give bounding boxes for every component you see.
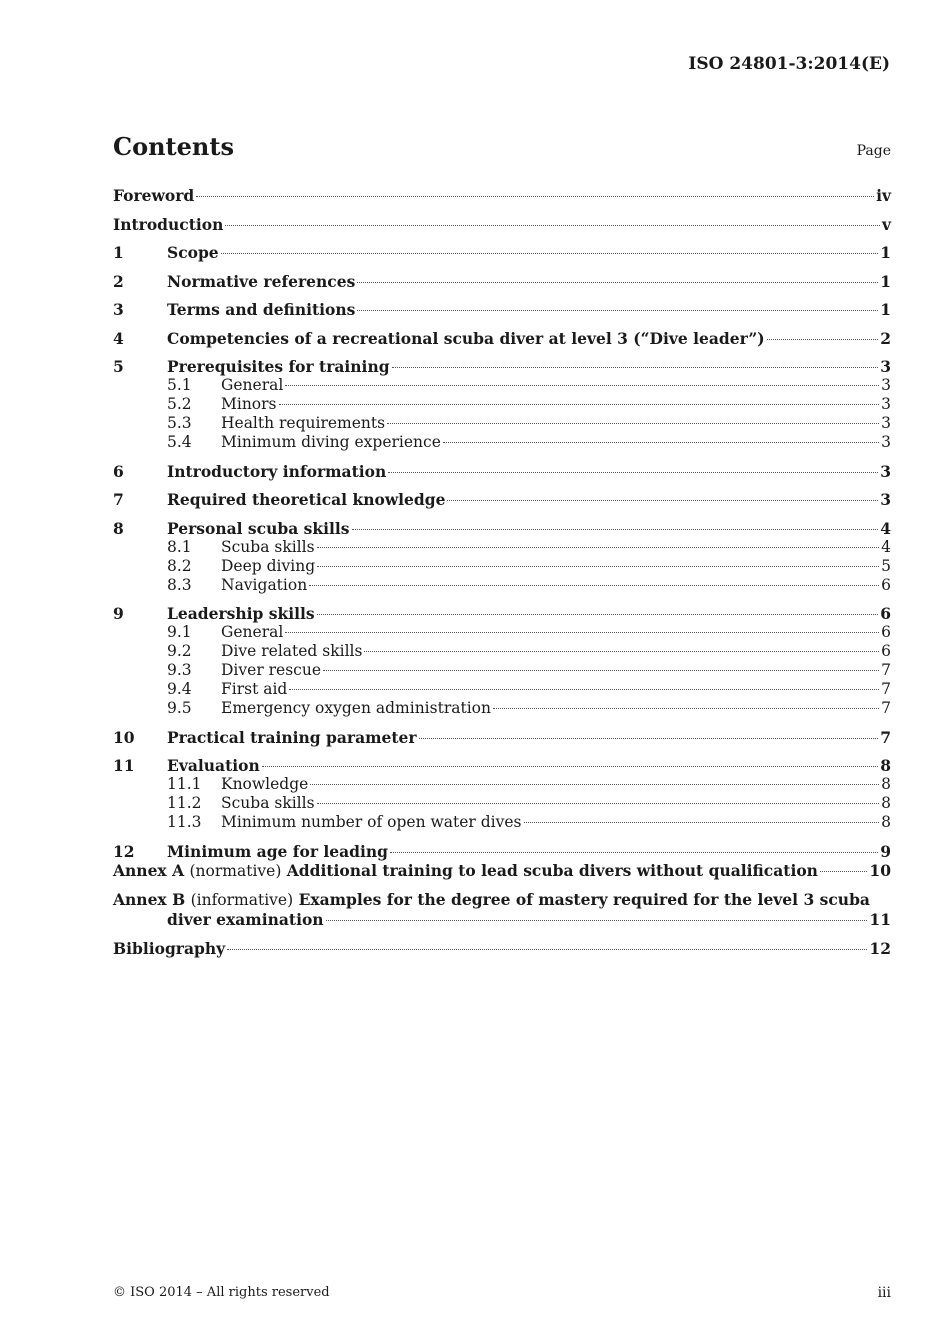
- leader-dots: [323, 670, 879, 671]
- leader-dots: [493, 708, 879, 709]
- toc-entry-page: 6: [881, 642, 891, 660]
- leader-dots: [317, 614, 879, 615]
- toc-entry-number: 11.1: [167, 775, 202, 793]
- toc-entry-label: Health requirements: [221, 414, 386, 432]
- toc-entry-number: 8.3: [167, 575, 192, 594]
- toc-entry-annex-a[interactable]: [113, 861, 891, 881]
- leader-dots: [388, 472, 878, 473]
- leader-dots: [225, 225, 880, 226]
- toc-entry-page: 10: [869, 860, 891, 880]
- toc-entry-page: 8: [881, 775, 891, 793]
- toc-entry[interactable]: [113, 186, 891, 205]
- toc-subentry[interactable]: [113, 395, 891, 414]
- toc-entry-label: First aid: [221, 680, 288, 698]
- toc-entry-number: 9.1: [167, 623, 192, 641]
- toc-entry-number: 9.5: [167, 699, 192, 717]
- toc-entry[interactable]: [113, 728, 891, 747]
- toc-entry-label: Knowledge: [221, 775, 309, 793]
- toc-entry-page: 3: [881, 433, 891, 451]
- document-id: ISO 24801-3:2014(E): [688, 54, 890, 74]
- toc-entry-label: diver examination: [167, 910, 324, 929]
- toc-entry-annex-b-line2[interactable]: [113, 910, 891, 929]
- toc-entry-number: 8.2: [167, 556, 192, 575]
- toc-entry-page: 8: [881, 794, 891, 812]
- leader-dots: [221, 253, 879, 254]
- toc-entry-page: 6: [880, 604, 891, 623]
- leader-dots: [309, 585, 879, 586]
- toc-entry-number: 6: [113, 461, 124, 481]
- copyright-notice: © ISO 2014 – All rights reserved: [113, 1285, 330, 1300]
- toc-subentry[interactable]: [113, 813, 891, 832]
- toc-entry-number: 8: [113, 518, 124, 538]
- toc-entry-page: 11: [869, 910, 891, 929]
- toc-entry-page: 3: [880, 490, 891, 509]
- toc-entry-number: 1: [113, 243, 124, 262]
- toc-entry[interactable]: [113, 604, 891, 623]
- toc-entry-number: 9: [113, 604, 124, 623]
- toc-entry-page: 9: [880, 841, 891, 861]
- toc-entry-label: Diver rescue: [221, 661, 322, 679]
- toc-entry-label: Annex A (normative) Additional training to lead scuba divers without qualification: [113, 860, 818, 880]
- toc-entry-page: 12: [869, 938, 891, 958]
- leader-dots: [326, 920, 868, 921]
- leader-dots: [357, 282, 878, 283]
- toc-entry-page: 3: [880, 357, 891, 376]
- toc-entry[interactable]: [113, 842, 891, 861]
- toc-entry-label: Foreword: [113, 186, 195, 205]
- toc-entry-page: 1: [880, 271, 891, 291]
- toc-subentry[interactable]: [113, 557, 891, 576]
- toc-entry-bibliography[interactable]: [113, 939, 891, 958]
- toc-entry-number: 5.2: [167, 395, 192, 413]
- toc-entry-label: Minimum diving experience: [221, 433, 441, 451]
- toc-entry-number: 3: [113, 300, 124, 319]
- toc-entry-page: 7: [881, 680, 891, 698]
- page-number: iii: [877, 1285, 891, 1301]
- toc-entry-label: Prerequisites for training: [167, 357, 390, 376]
- toc-entry-label: Minimum number of open water dives: [221, 813, 522, 831]
- toc-subentry[interactable]: [113, 794, 891, 813]
- toc-entry-page: 7: [881, 661, 891, 679]
- toc-entry-page: 3: [880, 461, 891, 481]
- leader-dots: [364, 651, 879, 652]
- toc-entry-label: Scuba skills: [221, 794, 315, 812]
- leader-dots: [317, 803, 880, 804]
- leader-dots: [317, 547, 880, 548]
- toc-entry-page: 3: [881, 414, 891, 432]
- toc-entry-number: 8.1: [167, 537, 192, 556]
- toc-entry-label: Deep diving: [221, 556, 316, 575]
- leader-dots: [310, 784, 879, 785]
- toc-entry-annex-b-line1[interactable]: Annex B (informative) Examples for the degree of mastery required for the level 3 scuba: [113, 890, 870, 909]
- toc-entry-number: 5.1: [167, 376, 192, 394]
- page-footer: [113, 1285, 891, 1301]
- leader-dots: [387, 423, 879, 424]
- toc-subentry[interactable]: [113, 775, 891, 794]
- toc-entry-number: 4: [113, 328, 124, 348]
- toc-subentry[interactable]: [113, 623, 891, 642]
- toc-entry-page: 1: [880, 243, 891, 262]
- toc-entry-number: 11.3: [167, 813, 202, 831]
- toc-entry-page: 5: [881, 556, 891, 575]
- toc-entry-label: General: [221, 623, 284, 641]
- toc-subentry[interactable]: [113, 414, 891, 433]
- toc-entry-label: Evaluation: [167, 756, 260, 775]
- toc-entry-label: General: [221, 376, 284, 394]
- leader-dots: [419, 738, 879, 739]
- toc-entry-number: 10: [113, 727, 135, 747]
- toc-entry-page: 6: [881, 623, 891, 641]
- toc-subentry[interactable]: [113, 642, 891, 661]
- toc-entry-page: 2: [880, 328, 891, 348]
- title-row: [113, 132, 891, 161]
- toc-entry-label: Minimum age for leading: [167, 841, 389, 861]
- toc-entry-page: v: [881, 214, 891, 234]
- toc-entry-number: 11.2: [167, 794, 202, 812]
- toc-entry-label: Introductory information: [167, 461, 387, 481]
- toc-entry-label: Personal scuba skills: [167, 518, 350, 538]
- leader-dots: [447, 500, 878, 501]
- toc-entry-page: 7: [881, 699, 891, 717]
- toc-entry-page: 6: [881, 575, 891, 594]
- toc-entry-label: Dive related skills: [221, 642, 363, 660]
- toc-entry-number: 12: [113, 841, 135, 861]
- toc-entry-label: Bibliography: [113, 938, 226, 958]
- toc-entry-page: 8: [880, 756, 891, 775]
- toc-entry-label: Leadership skills: [167, 604, 315, 623]
- toc-entry-page: 1: [880, 300, 891, 319]
- toc-entry-label: Navigation: [221, 575, 308, 594]
- page-column-label: Page: [856, 143, 891, 159]
- toc-entry-number: 9.2: [167, 642, 192, 660]
- toc-entry-label: Introduction: [113, 214, 224, 234]
- toc-subentry[interactable]: [113, 680, 891, 699]
- toc-subentry[interactable]: [113, 433, 891, 452]
- toc-entry-number: 5: [113, 357, 124, 376]
- toc-entry-page: 7: [880, 727, 891, 747]
- toc-entry-number: 5.4: [167, 433, 192, 451]
- toc-entry-label: Practical training parameter: [167, 727, 417, 747]
- leader-dots: [392, 367, 879, 368]
- toc-entry-number: 11: [113, 756, 135, 775]
- leader-dots: [352, 529, 879, 530]
- toc-entry[interactable]: [113, 300, 891, 319]
- toc-entry-page: 3: [881, 376, 891, 394]
- toc-subentry[interactable]: [113, 699, 891, 718]
- toc-entry-label: Competencies of a recreational scuba diver at level 3 (“Dive leader”): [167, 328, 765, 348]
- toc-subentry[interactable]: [113, 376, 891, 395]
- toc-entry[interactable]: [113, 462, 891, 481]
- toc-entry-label: Required theoretical knowledge: [167, 490, 446, 509]
- leader-dots: [262, 766, 878, 767]
- toc-entry-number: 9.3: [167, 661, 192, 679]
- leader-dots: [317, 566, 879, 567]
- toc-entry-page: 8: [881, 813, 891, 831]
- toc-entry-label: Normative references: [167, 271, 356, 291]
- toc-entry[interactable]: [113, 756, 891, 775]
- toc-entry-page: 3: [881, 395, 891, 413]
- leader-dots: [289, 689, 879, 690]
- toc-entry-number: 9.4: [167, 680, 192, 698]
- toc-entry-number: 5.3: [167, 414, 192, 432]
- leader-dots: [524, 822, 880, 823]
- toc-entry[interactable]: [113, 490, 891, 509]
- toc-subentry[interactable]: [113, 538, 891, 557]
- toc-entry[interactable]: [113, 329, 891, 348]
- toc-entry-label: Minors: [221, 395, 277, 413]
- leader-dots: [279, 404, 880, 405]
- toc-entry[interactable]: [113, 357, 891, 376]
- page-title: Contents: [113, 132, 234, 161]
- toc-entry-page: 4: [881, 537, 891, 556]
- toc-entry-label: Scope: [167, 243, 219, 262]
- toc-entry[interactable]: [113, 272, 891, 291]
- toc-entry-page: iv: [876, 186, 891, 205]
- leader-dots: [390, 852, 878, 853]
- toc-entry-page: 4: [880, 518, 891, 538]
- toc-entry-label: Emergency oxygen administration: [221, 699, 491, 717]
- leader-dots: [357, 310, 878, 311]
- toc-entry[interactable]: [113, 519, 891, 538]
- toc-subentry[interactable]: [113, 661, 891, 680]
- leader-dots: [767, 339, 879, 340]
- toc-subentry[interactable]: [113, 576, 891, 595]
- toc-entry-label: Scuba skills: [221, 537, 315, 556]
- toc-entry-number: 7: [113, 490, 124, 509]
- leader-dots: [820, 871, 867, 872]
- leader-dots: [285, 632, 879, 633]
- leader-dots: [285, 385, 879, 386]
- toc-entry-label: Terms and definitions: [167, 300, 356, 319]
- toc-entry-number: 2: [113, 271, 124, 291]
- leader-dots: [443, 442, 879, 443]
- leader-dots: [196, 196, 874, 197]
- leader-dots: [227, 949, 867, 950]
- table-of-contents: [113, 186, 891, 958]
- toc-entry[interactable]: [113, 215, 891, 234]
- toc-entry[interactable]: [113, 243, 891, 262]
